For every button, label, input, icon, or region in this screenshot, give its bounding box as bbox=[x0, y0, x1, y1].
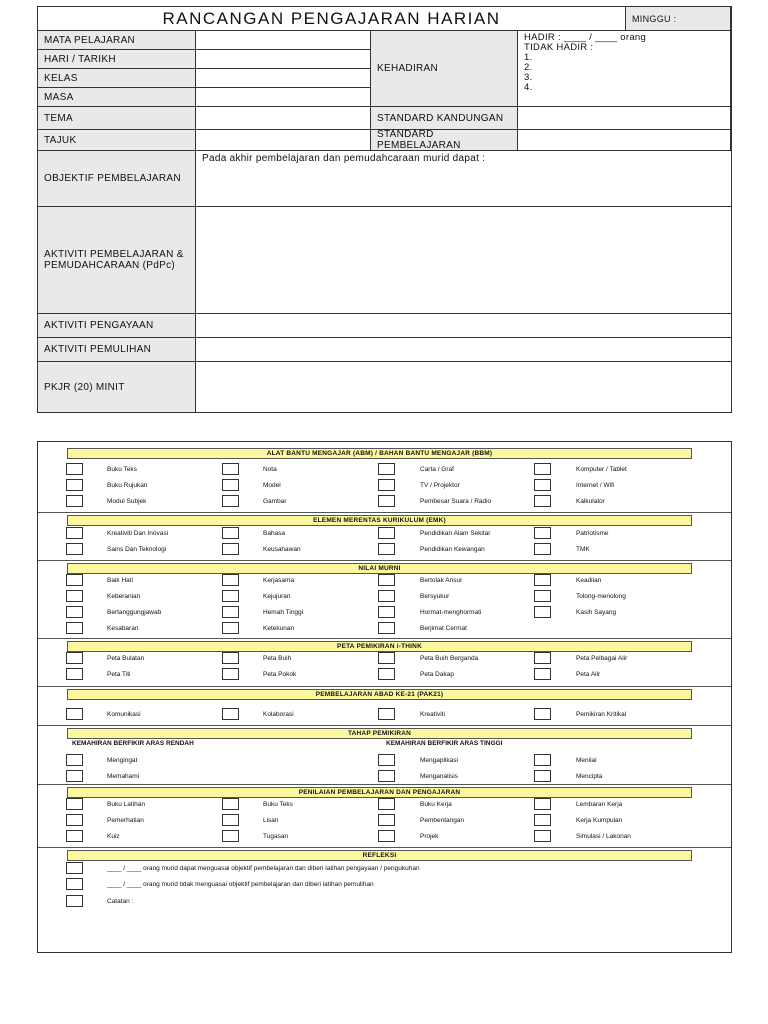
standard-pembelajaran-label: STANDARD PEMBELAJARAN bbox=[371, 130, 518, 151]
ithink-checkbox[interactable] bbox=[378, 652, 395, 664]
kelas-label: KELAS bbox=[38, 69, 196, 88]
divider bbox=[38, 638, 731, 639]
refleksi-line2: ____ / ____ orang murid tidak menguasai objektif pembelajaran dan diberi latihan pemulihan bbox=[107, 881, 374, 888]
standard-pembelajaran-field[interactable] bbox=[518, 130, 731, 151]
penilaian-item: Lembaran Kerja bbox=[576, 801, 623, 808]
penilaian-checkbox[interactable] bbox=[66, 814, 83, 826]
tahap-checkbox[interactable] bbox=[534, 754, 551, 766]
emk-header: ELEMEN MERENTAS KURIKULUM (EMK) bbox=[67, 515, 692, 526]
tahap-checkbox[interactable] bbox=[534, 770, 551, 782]
hadir-text: HADIR : ____ / ____ orang bbox=[524, 32, 647, 43]
kehadiran-field[interactable] bbox=[518, 31, 731, 107]
penilaian-checkbox[interactable] bbox=[378, 798, 395, 810]
tajuk-label: TAJUK bbox=[38, 130, 196, 151]
page-title: RANCANGAN PENGAJARAN HARIAN bbox=[38, 7, 626, 31]
penilaian-item: Kerja Kumpulan bbox=[576, 817, 623, 824]
nilai-item: Kerjasama bbox=[263, 577, 295, 584]
nilai-checkbox[interactable] bbox=[378, 590, 395, 602]
emk-checkbox[interactable] bbox=[222, 527, 239, 539]
abm-checkbox[interactable] bbox=[378, 495, 395, 507]
mata-pelajaran-field[interactable] bbox=[196, 31, 371, 50]
abm-checkbox[interactable] bbox=[222, 479, 239, 491]
divider bbox=[38, 847, 731, 848]
penilaian-checkbox[interactable] bbox=[222, 814, 239, 826]
absent-2: 2. bbox=[524, 62, 533, 73]
abm-item: Buku Rujukan bbox=[107, 482, 148, 489]
penilaian-checkbox[interactable] bbox=[66, 830, 83, 842]
standard-kandungan-label: STANDARD KANDUNGAN bbox=[371, 107, 518, 130]
standard-kandungan-field[interactable] bbox=[518, 107, 731, 130]
nilai-item: Bersyukur bbox=[420, 593, 450, 600]
abm-checkbox[interactable] bbox=[534, 479, 551, 491]
nilai-item: Keberanian bbox=[107, 593, 141, 600]
rph-checklist bbox=[37, 441, 732, 953]
nilai-item: Kejujuran bbox=[263, 593, 291, 600]
penilaian-item: Tugasan bbox=[263, 833, 289, 840]
ithink-item: Peta Buih Berganda bbox=[420, 655, 479, 662]
minggu-label: MINGGU : bbox=[626, 7, 731, 31]
tema-label: TEMA bbox=[38, 107, 196, 130]
ithink-item: Peta Pelbagai Alir bbox=[576, 655, 628, 662]
nilai-checkbox[interactable] bbox=[378, 606, 395, 618]
emk-checkbox[interactable] bbox=[378, 527, 395, 539]
nilai-checkbox[interactable] bbox=[378, 574, 395, 586]
emk-item: Pendidikan Kewangan bbox=[420, 546, 485, 553]
pak21-checkbox[interactable] bbox=[534, 708, 551, 720]
abm-item: Model bbox=[263, 482, 281, 489]
emk-checkbox[interactable] bbox=[66, 543, 83, 555]
penilaian-checkbox[interactable] bbox=[534, 798, 551, 810]
nilai-item: Ketekunan bbox=[263, 625, 295, 632]
nilai-checkbox[interactable] bbox=[222, 622, 239, 634]
aktiviti-pdpc-line1: AKTIVITI PEMBELAJARAN & bbox=[44, 249, 184, 260]
abm-item: Internet / Wifi bbox=[576, 482, 615, 489]
nilai-checkbox[interactable] bbox=[222, 574, 239, 586]
nilai-checkbox[interactable] bbox=[378, 622, 395, 634]
tahap-checkbox[interactable] bbox=[378, 770, 395, 782]
ithink-checkbox[interactable] bbox=[534, 668, 551, 680]
mata-pelajaran-label: MATA PELAJARAN bbox=[38, 31, 196, 50]
pak21-checkbox[interactable] bbox=[222, 708, 239, 720]
nilai-item: Keadilan bbox=[576, 577, 602, 584]
kehadiran-label: KEHADIRAN bbox=[371, 31, 518, 107]
tajuk-field[interactable] bbox=[196, 130, 371, 151]
divider bbox=[38, 560, 731, 561]
abm-item: Modul Subjek bbox=[107, 498, 147, 505]
emk-item: Pendidikan Alam Sekitar bbox=[420, 530, 491, 537]
abm-checkbox[interactable] bbox=[66, 495, 83, 507]
pemulihan-label: AKTIVITI PEMULIHAN bbox=[38, 338, 196, 362]
nilai-item: Kasih Sayang bbox=[576, 609, 617, 616]
divider bbox=[38, 512, 731, 513]
ithink-item: Peta Pokok bbox=[263, 671, 297, 678]
hari-tarikh-label: HARI / TARIKH bbox=[38, 50, 196, 69]
refleksi-checkbox[interactable] bbox=[66, 895, 83, 907]
abm-item: Nota bbox=[263, 466, 277, 473]
nilai-item: Kesabaran bbox=[107, 625, 139, 632]
ithink-item: Peta Alir bbox=[576, 671, 601, 678]
ithink-header: PETA PEMIKIRAN i-THINK bbox=[67, 641, 692, 652]
penilaian-item: Kuiz bbox=[107, 833, 120, 840]
abm-item: Buku Teks bbox=[107, 466, 137, 473]
nilai-item: Bertanggungjawab bbox=[107, 609, 162, 616]
nilai-item: Hormat-menghormati bbox=[420, 609, 482, 616]
tahap-checkbox[interactable] bbox=[66, 770, 83, 782]
abm-item: Gambar bbox=[263, 498, 287, 505]
divider bbox=[38, 725, 731, 726]
absent-3: 3. bbox=[524, 72, 533, 83]
penilaian-item: Buku Latihan bbox=[107, 801, 145, 808]
nilai-item: Hemah Tinggi bbox=[263, 609, 304, 616]
penilaian-checkbox[interactable] bbox=[222, 798, 239, 810]
kbat-rendah-label: KEMAHIRAN BERFIKIR ARAS RENDAH bbox=[72, 740, 194, 747]
tahap-item: Menganalisis bbox=[420, 773, 458, 780]
hari-tarikh-field[interactable] bbox=[196, 50, 371, 69]
abm-item: Kalkulator bbox=[576, 498, 605, 505]
penilaian-item: Simulasi / Lakonan bbox=[576, 833, 631, 840]
abm-item: Pembesar Suara / Radio bbox=[420, 498, 492, 505]
ithink-item: Peta Titi bbox=[107, 671, 131, 678]
refleksi-checkbox[interactable] bbox=[66, 862, 83, 874]
abm-item: Komputer / Tablet bbox=[576, 466, 627, 473]
kbat-tinggi-label: KEMAHIRAN BERFIKIR ARAS TINGGI bbox=[386, 740, 503, 747]
masa-field[interactable] bbox=[196, 88, 371, 107]
ithink-checkbox[interactable] bbox=[66, 652, 83, 664]
aktiviti-pdpc-line2: PEMUDAHCARAAN (PdPc) bbox=[44, 260, 176, 271]
ithink-item: Peta Dakap bbox=[420, 671, 454, 678]
nilai-checkbox[interactable] bbox=[66, 606, 83, 618]
pengayaan-label: AKTIVITI PENGAYAAN bbox=[38, 314, 196, 338]
nilai-checkbox[interactable] bbox=[66, 590, 83, 602]
emk-checkbox[interactable] bbox=[378, 543, 395, 555]
ithink-checkbox[interactable] bbox=[66, 668, 83, 680]
nilai-checkbox[interactable] bbox=[222, 606, 239, 618]
abm-checkbox[interactable] bbox=[534, 495, 551, 507]
nilai-checkbox[interactable] bbox=[66, 622, 83, 634]
nilai-item: Tolong-menolong bbox=[576, 593, 626, 600]
tema-field[interactable] bbox=[196, 107, 371, 130]
tahap-checkbox[interactable] bbox=[66, 754, 83, 766]
penilaian-item: Buku Kerja bbox=[420, 801, 452, 808]
emk-item: Keusahawan bbox=[263, 546, 301, 553]
absent-4: 4. bbox=[524, 82, 533, 93]
ithink-checkbox[interactable] bbox=[222, 652, 239, 664]
ithink-checkbox[interactable] bbox=[222, 668, 239, 680]
tidak-hadir-text: TIDAK HADIR : bbox=[524, 42, 594, 53]
pkjr-field[interactable] bbox=[196, 362, 731, 412]
ithink-checkbox[interactable] bbox=[378, 668, 395, 680]
aktiviti-pdpc-label bbox=[38, 207, 196, 314]
penilaian-checkbox[interactable] bbox=[378, 830, 395, 842]
penilaian-item: Projek bbox=[420, 833, 439, 840]
kelas-field[interactable] bbox=[196, 69, 371, 88]
abm-checkbox[interactable] bbox=[222, 495, 239, 507]
abm-item: TV / Projektor bbox=[420, 482, 460, 489]
ithink-item: Peta Bulatan bbox=[107, 655, 145, 662]
refleksi-line3: Catatan : bbox=[107, 898, 134, 905]
penilaian-checkbox[interactable] bbox=[222, 830, 239, 842]
nilai-murni-header: NILAI MURNI bbox=[67, 563, 692, 574]
aktiviti-pdpc-field[interactable] bbox=[196, 207, 731, 314]
tahap-item: Mencipta bbox=[576, 773, 603, 780]
pak21-checkbox[interactable] bbox=[66, 708, 83, 720]
emk-item: Patriotisme bbox=[576, 530, 609, 537]
nilai-checkbox[interactable] bbox=[534, 590, 551, 602]
pak21-item: Kreativiti bbox=[420, 711, 445, 718]
emk-checkbox[interactable] bbox=[534, 543, 551, 555]
nilai-checkbox[interactable] bbox=[534, 574, 551, 586]
tahap-checkbox[interactable] bbox=[378, 754, 395, 766]
objektif-field[interactable] bbox=[196, 151, 731, 207]
emk-item: Kreativiti Dan Inovasi bbox=[107, 530, 169, 537]
emk-checkbox[interactable] bbox=[534, 527, 551, 539]
objektif-label: OBJEKTIF PEMBELAJARAN bbox=[38, 151, 196, 207]
divider bbox=[38, 686, 731, 687]
pak21-item: Kolaborasi bbox=[263, 711, 294, 718]
divider bbox=[38, 784, 731, 785]
pak21-item: Pemikiran Kritikal bbox=[576, 711, 627, 718]
penilaian-checkbox[interactable] bbox=[66, 798, 83, 810]
penilaian-item: Lisan bbox=[263, 817, 279, 824]
refleksi-checkbox[interactable] bbox=[66, 878, 83, 890]
nilai-checkbox[interactable] bbox=[66, 574, 83, 586]
emk-item: Sains Dan Teknologi bbox=[107, 546, 167, 553]
nilai-checkbox[interactable] bbox=[534, 606, 551, 618]
refleksi-header: REFLEKSI bbox=[67, 850, 692, 861]
pak21-item: Komunikasi bbox=[107, 711, 141, 718]
nilai-checkbox[interactable] bbox=[222, 590, 239, 602]
emk-checkbox[interactable] bbox=[66, 527, 83, 539]
ithink-item: Peta Buih bbox=[263, 655, 292, 662]
penilaian-checkbox[interactable] bbox=[378, 814, 395, 826]
nilai-item: Bertolak Ansur bbox=[420, 577, 463, 584]
abm-checkbox[interactable] bbox=[66, 479, 83, 491]
emk-checkbox[interactable] bbox=[222, 543, 239, 555]
abm-header: ALAT BANTU MENGAJAR (ABM) / BAHAN BANTU MENGAJAR (BBM) bbox=[67, 448, 692, 459]
ithink-checkbox[interactable] bbox=[534, 652, 551, 664]
abm-checkbox[interactable] bbox=[222, 463, 239, 475]
pak21-checkbox[interactable] bbox=[378, 708, 395, 720]
abm-checkbox[interactable] bbox=[66, 463, 83, 475]
masa-label: MASA bbox=[38, 88, 196, 107]
penilaian-checkbox[interactable] bbox=[534, 814, 551, 826]
tahap-pemikiran-header: TAHAP PEMIKIRAN bbox=[67, 728, 692, 739]
objektif-text: Pada akhir pembelajaran dan pemudahcaraan murid dapat : bbox=[202, 153, 486, 164]
tahap-item: Mengaplikasi bbox=[420, 757, 458, 764]
refleksi-line1: ____ / ____ orang murid dapat menguasai objektif pembelajaran dan diberi latihan pengayaan / pengukuhan bbox=[107, 865, 420, 872]
abm-checkbox[interactable] bbox=[378, 463, 395, 475]
emk-item: TMK bbox=[576, 546, 590, 553]
nilai-item: Berjimat Cermat bbox=[420, 625, 467, 632]
penilaian-item: Buku Teks bbox=[263, 801, 293, 808]
penilaian-checkbox[interactable] bbox=[534, 830, 551, 842]
abm-item: Carta / Graf bbox=[420, 466, 454, 473]
penilaian-header: PENILAIAN PEMBELAJARAN DAN PENGAJARAN bbox=[67, 787, 692, 798]
pak21-header: PEMBELAJARAN ABAD KE-21 (PAK21) bbox=[67, 689, 692, 700]
pengayaan-field[interactable] bbox=[196, 314, 731, 338]
absent-1: 1. bbox=[524, 52, 533, 63]
penilaian-item: Pembentangan bbox=[420, 817, 465, 824]
abm-checkbox[interactable] bbox=[534, 463, 551, 475]
tahap-item: Memahami bbox=[107, 773, 140, 780]
nilai-item: Baik Hati bbox=[107, 577, 134, 584]
pemulihan-field[interactable] bbox=[196, 338, 731, 362]
rph-header-table bbox=[37, 6, 732, 413]
tahap-item: Mengingat bbox=[107, 757, 138, 764]
abm-checkbox[interactable] bbox=[378, 479, 395, 491]
pkjr-label: PKJR (20) MINIT bbox=[38, 362, 196, 412]
penilaian-item: Pemerhatian bbox=[107, 817, 144, 824]
tahap-item: Menilai bbox=[576, 757, 597, 764]
emk-item: Bahasa bbox=[263, 530, 286, 537]
